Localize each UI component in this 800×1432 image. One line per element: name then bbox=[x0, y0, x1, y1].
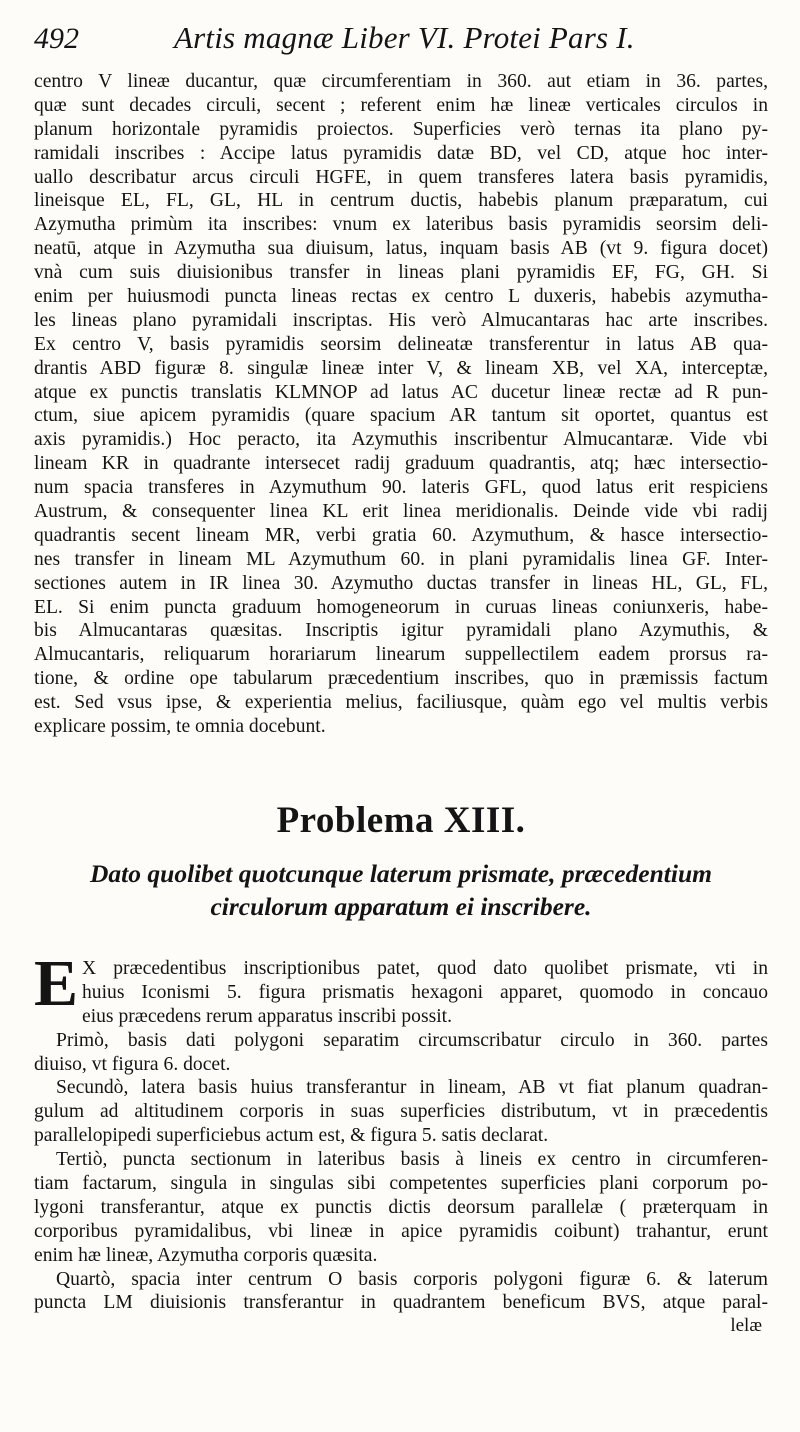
text-line: huius Iconismi 5. figura prismatis hexagoni apparet, quomodo in concauo bbox=[82, 981, 768, 1003]
text-line: Azymutha primùm ita inscribes: vnum ex lateribus basis pyramidis seorsim deli- bbox=[34, 214, 768, 236]
text-line: corporibus pyramidalibus, vbi lineæ in apice pyramidis coibunt) trahantur, erunt bbox=[34, 1220, 768, 1242]
text-line: num spacia transferes in Azymuthum 90. lateris GFL, quod latus erit respiciens bbox=[34, 477, 768, 499]
text-line: nes transfer in lineam ML Azymuthum 60. in plani pyramidalis linea GF. Inter- bbox=[34, 548, 768, 570]
text-line: lineisque EL, FL, GL, HL in centrum ductis, habebis planum præparatum, cui bbox=[34, 190, 768, 212]
text-line: Quartò, spacia inter centrum O basis corporis polygoni figuræ 6. & laterum bbox=[56, 1268, 768, 1290]
text-line: quæ sunt decades circuli, secent ; referent enim hæ lineæ verticales circulos in bbox=[34, 94, 768, 116]
text-line: puncta LM diuisionis transferantur in quadrantem beneficum BVS, atque paral- bbox=[34, 1292, 768, 1314]
text-line: les lineas plano pyramidali inscriptas. His verò Almucantaras hac arte inscribes. bbox=[34, 309, 768, 331]
problem-body bbox=[34, 946, 768, 1337]
text-line: Ex centro V, basis pyramidis seorsim delineatæ transferentur in latus AB qua- bbox=[34, 333, 768, 355]
opening-paragraph bbox=[34, 946, 768, 1029]
text-line: tione, & ordine ope tabularum præcedentium inscribes, quo in præmissis factum bbox=[34, 668, 768, 690]
text-line: X præcedentibus inscriptionibus patet, quod dato quolibet prismate, vti in bbox=[82, 957, 768, 979]
text-line: planum horizontale pyramidis proiectos. Superficies verò ternas ita plano py- bbox=[34, 118, 768, 140]
page-header bbox=[34, 0, 768, 62]
text-line: axis pyramidis.) Hoc peracto, ita Azymuthis inscribentur Almucantaræ. Vide vbi bbox=[34, 429, 768, 451]
section-text-continuation bbox=[34, 70, 768, 739]
text-line: diuiso, vt figura 6. docet. bbox=[34, 1053, 231, 1075]
problem-statement bbox=[34, 857, 768, 923]
problem-heading: Problema XIII. bbox=[276, 799, 526, 841]
text-line: ramidali inscribes : Accipe latus pyramidis datæ BD, vel CD, atque hoc inter- bbox=[34, 142, 768, 164]
text-line: Primò, basis dati polygoni separatim circumscribatur circulo in 360. partes bbox=[56, 1029, 768, 1051]
text-line: lineam KR in quadrante intersecet radij graduum quadrantis, atq; hæc intersectio- bbox=[34, 453, 768, 475]
text-line: Austrum, & consequenter linea KL erit linea meridionalis. Deinde vide vbi radij bbox=[34, 501, 768, 523]
text-line: ctum, siue apicem pyramidis (quare spacium AR tantum sit oportet, quantus est bbox=[34, 405, 768, 427]
paragraph-primo bbox=[34, 1029, 768, 1077]
text-line: explicare possim, te omnia docebunt. bbox=[34, 716, 326, 738]
text-line: sectiones autem in IR linea 30. Azymutho ductas transfer in lineas HL, GL, FL, bbox=[34, 572, 768, 594]
paragraph-tertio bbox=[34, 1148, 768, 1267]
text-line: Secundò, latera basis huius transferantur in lineam, AB vt fiat planum quadran- bbox=[56, 1077, 768, 1099]
text-line: enim hæ lineæ, Azymutha corporis quæsita. bbox=[34, 1244, 378, 1266]
text-line: drantis ABD figuræ 8. singulæ lineæ inter V, & lineam XB, vel XA, interceptæ, bbox=[34, 357, 768, 379]
catchword: lelæ bbox=[730, 1315, 762, 1337]
text-line: neatū, atque in Azymutha sua diuisum, latus, inquam basis AB (vt 9. figura docet) bbox=[34, 238, 768, 260]
drop-cap: E bbox=[34, 946, 79, 1020]
text-line: enim per huiusmodi puncta lineas rectas ex centro L duxeris, habebis azymutha- bbox=[34, 286, 768, 308]
problem-statement-line: circulorum apparatum ei inscribere. bbox=[210, 891, 592, 921]
text-line: quadrantis secent lineam MR, verbi gratia 60. Azymuthum, & hasce intersectio- bbox=[34, 524, 768, 546]
text-line: est. Sed vsus ipse, & experientia melius, faciliusque, quàm ego vel multis verbis bbox=[34, 692, 768, 714]
text-line: Tertiò, puncta sectionum in lateribus basis à lineis ex centro in circumferen- bbox=[56, 1149, 768, 1171]
text-line: centro V lineæ ducantur, quæ circumferentiam in 360. aut etiam in 36. partes, bbox=[34, 71, 768, 92]
text-line: atque ex punctis translatis KLMNOP ad latus AC ducetur lineæ rectæ ad R pun- bbox=[34, 381, 768, 403]
page-number: 492 bbox=[34, 22, 79, 55]
text-line: lygoni transferantur, atque ex punctis dictis deorsum parallelæ ( præterquam in bbox=[34, 1196, 768, 1218]
text-line: EL. Si enim puncta graduum homogeneorum in curuas lineas coniunxeris, habe- bbox=[34, 596, 768, 618]
text-line: gulum ad altitudinem corporis in suas superficies distributum, vt in præcedentis bbox=[34, 1101, 768, 1123]
text-line: tiam factarum, singula in singulas sibi competentes superficies plani corporum po- bbox=[34, 1172, 768, 1194]
problem-statement-line: Dato quolibet quotcunque laterum prismate, præcedentium bbox=[90, 858, 712, 888]
text-line: vnà cum suis diuisionibus transfer in lineas plani pyramidis EF, FG, GH. Si bbox=[34, 262, 768, 284]
paragraph-quarto bbox=[34, 1268, 768, 1316]
paragraph-secundo bbox=[34, 1076, 768, 1148]
text-line: Almucantaris, reliquarum horariarum linearum suppellectilem eadem prorsus ra- bbox=[34, 644, 768, 666]
text-line: bis Almucantaras quæsitas. Inscriptis igitur pyramidali plano Azymuthis, & bbox=[34, 620, 768, 642]
running-title: Artis magnæ Liber VI. Protei Pars I. bbox=[174, 20, 635, 55]
text-line: uallo describatur arcus circuli HGFE, in quem transferes latera basis pyramidis, bbox=[34, 166, 768, 188]
text-line: eius præcedens rerum apparatus inscribi possit. bbox=[82, 1005, 453, 1027]
text-line: parallelopipedi superficiebus actum est, & figura 5. satis declarat. bbox=[34, 1125, 549, 1147]
